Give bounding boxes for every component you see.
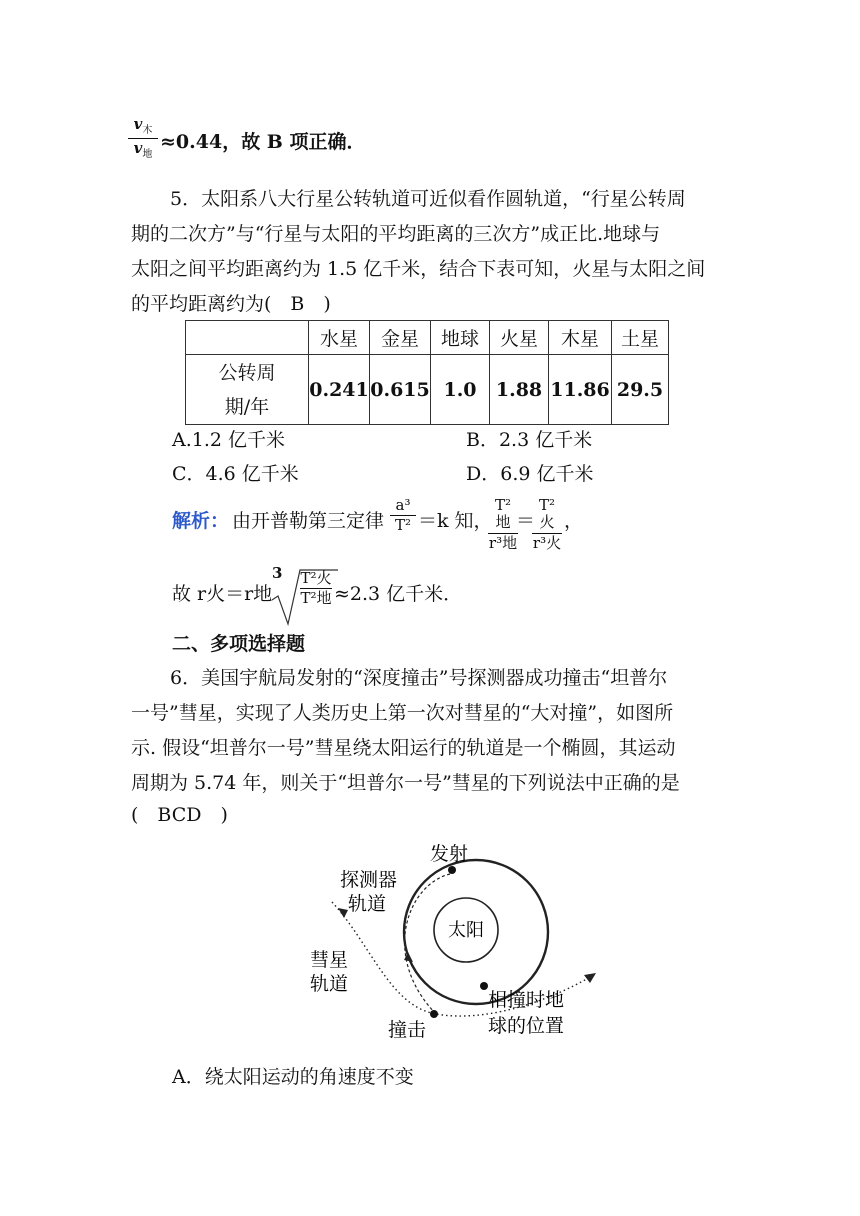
table-header-cell: 水星 — [309, 321, 370, 355]
earth-label-1: 相撞时地 — [488, 989, 565, 1011]
section-title: 二、多项选择题 — [172, 633, 306, 655]
analysis-text-2: ＝k 知， — [418, 510, 493, 532]
mars-den: r³火 — [532, 533, 562, 552]
impact-label: 撞击 — [388, 1019, 427, 1041]
comet-label-1: 彗星 — [310, 949, 349, 971]
table-cell: 29.5 — [612, 355, 669, 425]
table-cell: 1.0 — [431, 355, 490, 425]
q5-line-2: 期的二次方”与“行星与太阳的平均距离的三次方”成正比.地球与 — [131, 223, 661, 245]
mars-fraction — [532, 497, 562, 552]
table-row — [186, 355, 669, 425]
table-cell: 0.241 — [309, 355, 370, 425]
comet-label-2: 轨道 — [310, 973, 349, 995]
analysis-comma: ， — [564, 510, 584, 532]
row-label-line-1: 公转周 — [218, 361, 276, 384]
kepler-den: T² — [394, 516, 412, 535]
table-cell: 1.88 — [490, 355, 549, 425]
comet-arrowhead-start — [338, 908, 348, 918]
probe-label-2: 轨道 — [348, 893, 387, 915]
q5-line-4: 的平均距离约为( B ) — [131, 293, 331, 315]
analysis-text-1: 由开普勒第三定律 — [232, 510, 385, 532]
launch-label: 发射 — [430, 843, 469, 865]
root-fraction — [300, 570, 332, 608]
row-label — [186, 355, 309, 425]
table-header-cell: 火星 — [490, 321, 549, 355]
top-line-text: ≈0.44，故 B 项正确． — [160, 131, 366, 153]
kepler-fraction — [390, 497, 416, 535]
probe-label-1: 探测器 — [340, 869, 398, 891]
table-header-row — [186, 321, 669, 355]
option-d: D．6.9 亿千米 — [466, 463, 594, 485]
root-den: T²地 — [300, 589, 332, 608]
impact-point — [430, 1010, 438, 1018]
comet-arrowhead-end — [584, 973, 596, 983]
analysis-line-2-suffix: ≈2.3 亿千米． — [334, 583, 463, 605]
q5-line-1: 5．太阳系八大行星公转轨道可近似看作圆轨道，“行星公转周 — [170, 188, 686, 210]
den-v: v — [133, 138, 143, 157]
earth-collision-point — [480, 982, 488, 990]
option-a: A.1.2 亿千米 — [172, 429, 286, 451]
orbit-diagram — [300, 836, 610, 1046]
row-label-line-2: 期/年 — [224, 395, 270, 418]
earth-num: T²地 — [494, 496, 512, 532]
table-header-cell: 土星 — [612, 321, 669, 355]
analysis-label: 解析： — [172, 510, 230, 532]
num-sub: 木 — [142, 125, 153, 136]
q6-line-2: 一号”彗星，实现了人类历史上第一次对彗星的“大对撞”，如图所 — [131, 702, 674, 724]
root-num: T²火 — [300, 569, 332, 587]
table-header-cell: 地球 — [431, 321, 490, 355]
earth-den: r³地 — [488, 533, 518, 552]
planet-period-table — [185, 320, 669, 425]
velocity-ratio-fraction — [128, 116, 158, 160]
kepler-num: a³ — [395, 496, 411, 514]
option-b: B．2.3 亿千米 — [466, 429, 593, 451]
equals-sign: ＝ — [516, 510, 536, 532]
table-header-cell — [186, 321, 309, 355]
table-header-cell: 金星 — [370, 321, 431, 355]
mars-num: T²火 — [538, 496, 556, 532]
sun-label: 太阳 — [448, 920, 484, 941]
den-sub: 地 — [142, 148, 153, 160]
num-v: v — [133, 115, 143, 133]
earth-fraction — [488, 497, 518, 552]
q6-line-5: ( BCD ) — [131, 804, 228, 826]
q6-line-1: 6．美国宇航局发射的“深度撞击”号探测器成功撞击“坦普尔 — [170, 667, 668, 689]
q6-line-3: 示. 假设“坦普尔一号”彗星绕太阳运行的轨道是一个椭圆，其运动 — [131, 737, 676, 759]
option-c: C．4.6 亿千米 — [172, 463, 299, 485]
q6-option-a: A．绕太阳运动的角速度不变 — [172, 1066, 414, 1088]
table-cell: 0.615 — [370, 355, 431, 425]
earth-label-2: 球的位置 — [488, 1015, 565, 1037]
q5-line-3: 太阳之间平均距离约为 1.5 亿千米，结合下表可知，火星与太阳之间 — [131, 258, 706, 280]
analysis-line-2-prefix: 故 r火＝r地 — [172, 583, 273, 605]
table-cell: 11.86 — [549, 355, 612, 425]
q6-line-4: 周期为 5.74 年，则关于“坦普尔一号”彗星的下列说法中正确的是 — [131, 772, 680, 794]
table-header-cell: 木星 — [549, 321, 612, 355]
probe-trajectory — [405, 874, 450, 1014]
root-index: 3 — [272, 564, 283, 582]
launch-point — [448, 866, 456, 874]
